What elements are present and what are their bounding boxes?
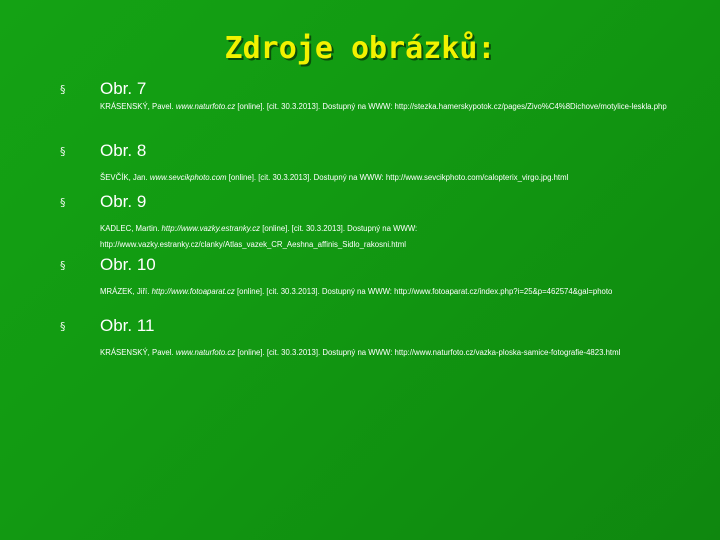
- citation-author: ŠEVČÍK, Jan.: [100, 173, 150, 182]
- slide-title: Zdroje obrázků:: [224, 31, 496, 66]
- entry-citation: [100, 170, 680, 186]
- square-bullet-icon: §: [60, 145, 66, 158]
- citation-author: KADLEC, Martin.: [100, 224, 162, 233]
- entry-heading: Obr. 11: [100, 316, 155, 335]
- citation-details: [online]. [cit. 30.3.2013]. Dostupný na WWW: http://stezka.hamerskypotok.cz/pages/Zivo%C4%8Dichove/motylice-leskla.php: [235, 102, 667, 111]
- citation-site: www.sevcikphoto.com: [149, 173, 227, 182]
- citation-author: KRÁSENSKÝ, Pavel.: [100, 348, 176, 357]
- square-bullet-icon: §: [60, 320, 66, 333]
- square-bullet-icon: §: [60, 196, 66, 209]
- square-bullet-icon: §: [60, 259, 66, 272]
- citation-author: KRÁSENSKÝ, Pavel.: [100, 102, 176, 111]
- citation-site: http://www.fotoaparat.cz: [151, 287, 235, 296]
- entry-heading: Obr. 9: [100, 192, 147, 211]
- entry-heading: Obr. 7: [100, 79, 147, 98]
- citation-site: www.naturfoto.cz: [175, 102, 236, 111]
- entry-heading: Obr. 10: [100, 255, 156, 274]
- entry-heading: Obr. 8: [100, 141, 147, 160]
- citation-details: [online]. [cit. 30.3.2013]. Dostupný na WWW: http://www.sevcikphoto.com/calopterix_virgo.jpg.html: [226, 173, 569, 182]
- citation-site: http://www.vazky.estranky.cz: [161, 224, 261, 233]
- entry-citation: [100, 284, 680, 300]
- entry-citation: [100, 99, 680, 115]
- citation-details: [online]. [cit. 30.3.2013]. Dostupný na WWW: http://www.vazky.estranky.cz/clanky/Atlas_vazek_CR_Aeshna_affinis_Sidlo_rakosni.html: [100, 224, 418, 249]
- entry-citation: [100, 345, 680, 361]
- entry-citation: [100, 221, 680, 253]
- citation-site: www.naturfoto.cz: [175, 348, 236, 357]
- citation-author: MRÁZEK, Jiří.: [100, 287, 152, 296]
- citation-details: [online]. [cit. 30.3.2013]. Dostupný na WWW: http://www.fotoaparat.cz/index.php?i=25&p=462574&gal=photo: [234, 287, 613, 296]
- square-bullet-icon: §: [60, 83, 66, 96]
- citation-details: [online]. [cit. 30.3.2013]. Dostupný na WWW: http://www.naturfoto.cz/vazka-ploska-samice-fotografie-4823.html: [235, 348, 621, 357]
